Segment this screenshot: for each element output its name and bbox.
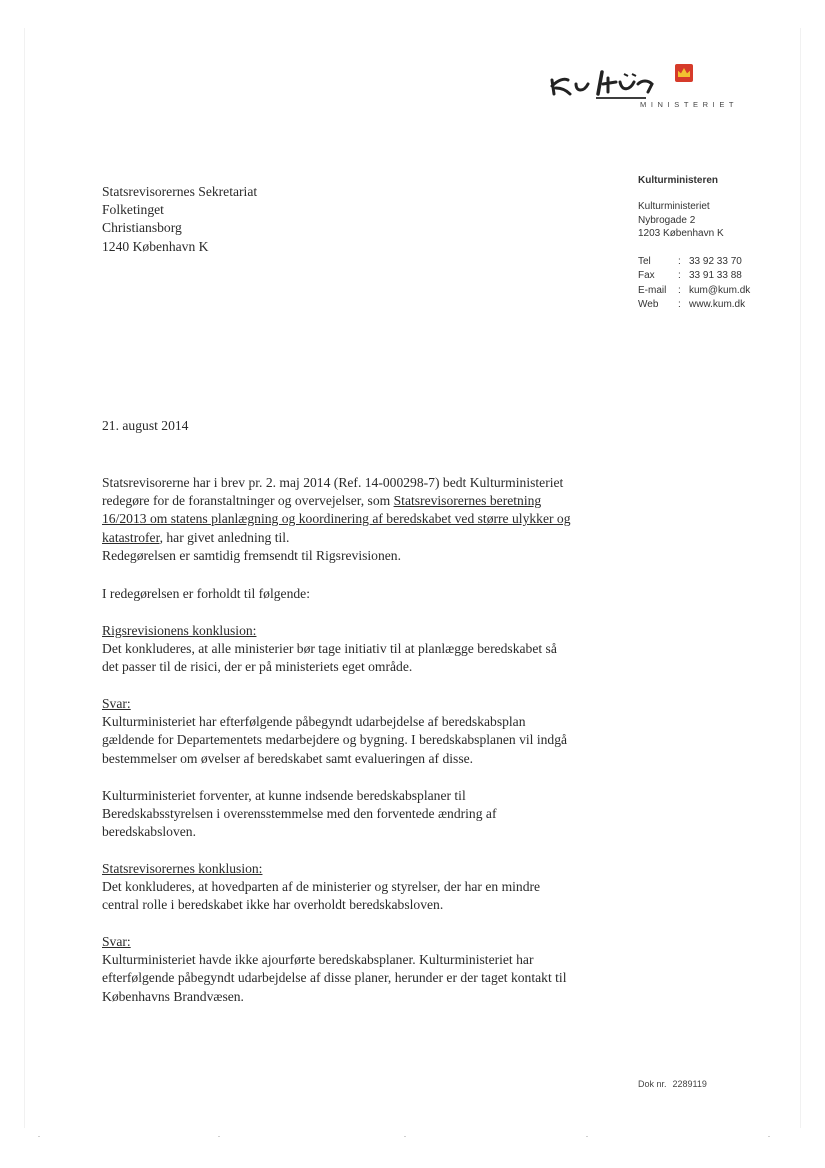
intro-text: , har givet anledning til. — [159, 529, 290, 545]
recipient-line: Statsrevisorernes Sekretariat — [102, 184, 258, 199]
contact-row-web — [638, 298, 808, 313]
section-line: beredskabsloven. — [102, 824, 196, 840]
intro-line: Redegørelsen er samtidig fremsendt til Rigsrevisionen. — [102, 547, 401, 563]
recipient-line: 1240 København K — [102, 238, 209, 254]
recipient-line: Christiansborg — [102, 220, 182, 236]
sender-address-line: 1203 København K — [638, 228, 724, 239]
section-line: Kulturministeriet havde ikke ajourførte beredskabsplaner. Kulturministeriet har — [102, 952, 534, 968]
section-line: Københavns Brandvæsen. — [102, 988, 244, 1004]
sender-address-line: Nybrogade 2 — [638, 214, 696, 226]
contact-sep: : — [678, 270, 681, 281]
section-line: efterfølgende påbegyndt udarbejdelse af disse planer, herunder er der taget kontakt til — [102, 970, 567, 986]
section-heading: Svar: — [102, 934, 131, 949]
contact-value[interactable]: www.kum.dk — [689, 299, 746, 310]
section-line: Kulturministeriet forventer, at kunne indsende beredskabsplaner til — [102, 788, 466, 803]
logo-caption: MINISTERIET — [640, 100, 739, 109]
beretning-reference-link[interactable]: katastrofer — [102, 529, 160, 545]
document-number-value: 2289119 — [672, 1079, 707, 1089]
contact-label: Web — [638, 299, 659, 310]
section-answer-1 — [102, 695, 567, 768]
section-line: det passer til de risici, der er på ministeriets eget område. — [102, 659, 413, 675]
section-heading: Rigsrevisionens konklusion: — [102, 623, 257, 638]
section-line: Beredskabsstyrelsen i overensstemmelse med den forventede ændring af — [102, 806, 497, 822]
sender-address-line: Kulturministeriet — [638, 201, 710, 212]
contact-value: 33 92 33 70 — [689, 255, 742, 267]
contact-list — [638, 255, 808, 313]
contact-value: 33 91 33 88 — [689, 270, 742, 281]
section-line: gældende for Departementets medarbejdere og bygning. I beredskabsplanen vil indgå — [102, 732, 568, 748]
intro-line: Statsrevisorerne har i brev pr. 2. maj 2014 (Ref. 14-000298-7) bedt Kulturministeriet — [102, 475, 564, 490]
kulturministeriet-logo — [548, 62, 738, 118]
section-answer-2 — [102, 933, 566, 1006]
intro-paragraph — [102, 474, 571, 565]
intro-line — [102, 492, 571, 510]
contact-value[interactable]: kum@kum.dk — [689, 284, 751, 296]
contact-sep: : — [678, 284, 681, 296]
section-line: Det konkluderes, at hovedparten af de ministerier og styrelser, der har en mindre — [102, 879, 541, 895]
sender-block — [638, 175, 808, 313]
kultur-script-logo-icon — [548, 62, 676, 102]
section-line: central rolle i beredskabet ikke har overholdt beredskabsloven. — [102, 897, 444, 913]
page-edge-left — [24, 28, 25, 1128]
scan-speck — [586, 1136, 588, 1137]
sender-title: Kulturministeren — [638, 175, 719, 186]
beretning-reference-link[interactable]: 16/2013 om statens planlægning og koordinering af beredskabet ved større ulykker og — [102, 511, 571, 527]
document-number-label: Dok nr. — [638, 1079, 667, 1089]
sender-address — [638, 200, 808, 241]
contact-label: Tel — [638, 255, 651, 267]
recipient-address — [102, 183, 257, 256]
beretning-reference-link[interactable]: Statsrevisorernes beretning — [393, 493, 542, 509]
document-number — [638, 1079, 713, 1089]
intro-line — [102, 529, 571, 547]
contact-row-tel — [638, 255, 808, 270]
scan-speck — [38, 1136, 40, 1137]
intro-text: redegøre for de foranstaltninger og overvejelser, som — [102, 493, 394, 509]
section-line: bestemmelser om øvelser af beredskabet samt evalueringen af disse. — [102, 750, 474, 766]
contact-row-email — [638, 284, 808, 299]
recipient-line: Folketinget — [102, 202, 164, 218]
crown-icon — [675, 64, 693, 82]
letter-date: 21. august 2014 — [102, 418, 189, 433]
section-rigsrevision-conclusion — [102, 622, 557, 677]
scan-speck — [218, 1136, 220, 1137]
contact-sep: : — [678, 299, 681, 310]
section-expectation — [102, 787, 496, 842]
intro-followup: I redegørelsen er forholdt til følgende: — [102, 586, 310, 601]
contact-sep: : — [678, 255, 681, 267]
contact-label: E-mail — [638, 284, 667, 296]
section-line: Kulturministeriet har efterfølgende påbegyndt udarbejdelse af beredskabsplan — [102, 714, 526, 730]
contact-label: Fax — [638, 270, 655, 281]
section-statsrevisor-conclusion — [102, 860, 540, 915]
section-heading: Statsrevisorernes konklusion: — [102, 861, 263, 876]
scan-speck — [404, 1136, 406, 1137]
section-line: Det konkluderes, at alle ministerier bør tage initiativ til at planlægge beredskabet så — [102, 641, 557, 657]
section-heading: Svar: — [102, 696, 131, 711]
scan-speck — [768, 1136, 770, 1137]
contact-row-fax — [638, 269, 808, 284]
